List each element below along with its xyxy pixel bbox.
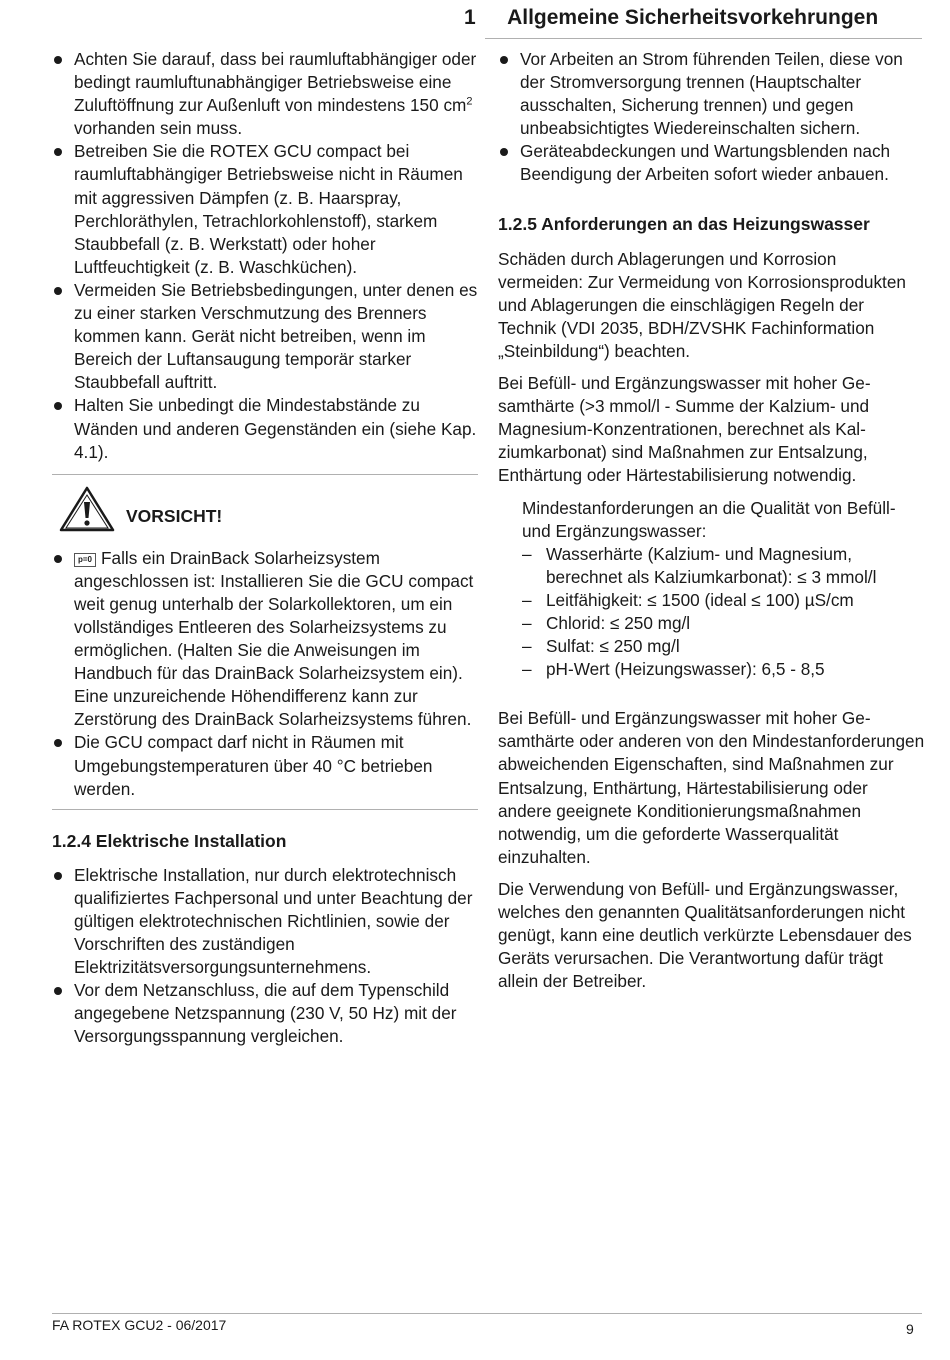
list-item: p=0 Falls ein DrainBack Solarheizsystem angeschlossen ist: Installieren Sie die GCU compact weit genug unterhalb der Solarkollektoren, um ein vollständiges Entleeren des Solarheizsystems zu ermöglichen. (Halten Sie die Anweisungen im Handbuch für das DrainBack Solarheizsystem ein). Eine unzureichende Höhendifferenz kann zur Zerstörung des DrainBack Solarheizsystems führen.	[52, 547, 478, 732]
footer-divider	[52, 1313, 922, 1314]
list-item: – Sulfat: ≤ 250 mg/l	[522, 636, 680, 657]
right-bullet-list	[498, 48, 926, 187]
list-item: Achten Sie darauf, dass bei raumluftabhängiger oder bedingt raumluftunabhängiger Betriebsweise eine Zuluftöffnung zur Außenluft von mindestens 150 $cm^2$ vorhanden sein muss.	[52, 48, 478, 140]
page-header	[450, 6, 922, 30]
section-divider	[52, 474, 478, 475]
list-item: Geräteabdeckungen und Wartungsblenden nach Beendigung der Arbeiten sofort wieder anbauen.	[498, 140, 926, 186]
paragraph: Schäden durch Ablagerungen und Korrosion vermeiden: Zur Vermeidung von Korrosionsprodukten und Ablagerungen die einschlägigen Regeln der Technik (VDI 2035, BDH/ZVSHK Fachinformation „Steinbildung“) beachten.	[498, 248, 906, 361]
list-item: Vor dem Netzanschluss, die auf dem Typenschild angegebene Netzspannung (230 V, 50 Hz) mit der Versorgungsspannung vergleichen.	[52, 979, 478, 1048]
bullet-icon	[54, 555, 62, 563]
requirements-list	[498, 543, 926, 682]
section-heading-1-2-5: 1.2.5 Anforderungen an das Heizungswasser	[498, 213, 870, 234]
chapter-number: 1	[464, 6, 476, 29]
bullet-icon	[500, 148, 508, 156]
list-item: Die GCU compact darf nicht in Räumen mit Umgebungstemperaturen über 40 °C betrieben werden.	[52, 731, 478, 800]
paragraph: Bei Befüll- und Ergänzungswasser mit hoher Gesamthärte oder anderen von den Mindestanforderungen abweichenden Eigenschaften, sind Maßnahmen zur Entsalzung, Enthärtung, Härtestabilisierung oder andere geeignete Konditionierungsmaßnahmen notwendig, um die geforderte Wasserqualität einzuhalten.	[498, 708, 925, 867]
requirements-intro: Mindestanforderungen an die Qualität von Befüll- und Ergänzungswasser:	[522, 497, 896, 541]
list-item: – Leitfähigkeit: ≤ 1500 (ideal ≤ 100) µS/cm	[522, 589, 854, 610]
bullet-icon	[54, 739, 62, 747]
list-item: Vermeiden Sie Betriebsbedingungen, unter denen es zu einer starken Verschmutzung des Brenners kommen kann. Gerät nicht betreiben, wenn im Bereich der Luftansaugung temporär starker Staubbefall auftritt.	[52, 279, 478, 394]
list-item: – Chlorid: ≤ 250 mg/l	[522, 612, 691, 633]
bullet-icon	[54, 56, 62, 64]
bullet-icon	[500, 56, 508, 64]
caution-label: VORSICHT!	[126, 505, 223, 526]
list-item: – pH-Wert (Heizungswasser): 6,5 - 8,5	[522, 659, 825, 680]
footer-document-id: FA ROTEX GCU2 - 06/2017	[52, 1317, 227, 1333]
electrical-bullet-list	[52, 864, 478, 1049]
bullet-icon	[54, 287, 62, 295]
list-item: Betreiben Sie die ROTEX GCU compact bei raumluftabhängiger Betriebsweise nicht in Räumen mit aggressiven Dämpfen (z. B. Haarspray, Perchloräthylen, Tetrachlorkohlenstoff), starkem Staubbefall (z. B. Werkstatt) oder hoher Luftfeuchtigkeit (z. B. Waschküchen).	[52, 140, 478, 279]
paragraph: Die Verwendung von Befüll- und Ergänzungswasser, welches den genannten Qualitätsanforderungen nicht genügt, kann eine deutlich verkürzte Lebensdauer des Geräts verursachen. Die Verantwortung dafür trägt allein der Betreiber.	[498, 878, 912, 992]
chapter-title: Allgemeine Sicherheitsvorkehrungen	[507, 6, 879, 29]
paragraph: Bei Befüll- und Ergänzungswasser mit hoher Gesamthärte (>3 mmol/l - Summe der Kalzium- und Magnesium-Konzentrationen, berechnet als Kalziumkarbonat) sind Maßnahmen zur Entsalzung, Enthärtung oder Härtestabilisierung notwendig.	[498, 373, 871, 486]
section-heading-1-2-4: 1.2.4 Elektrische Installation	[52, 830, 287, 851]
section-divider	[52, 809, 478, 810]
caution-bullet-list	[52, 547, 478, 801]
list-item: Elektrische Installation, nur durch elektrotechnisch qualifiziertes Fachpersonal und unter Beachtung der gültigen elektrotechnischen Richtlinien, sowie der Vorschriften des zuständigen Elektrizitätsversorgungsunternehmens.	[52, 864, 478, 979]
header-divider	[485, 38, 922, 39]
bullet-icon	[54, 987, 62, 995]
list-item: – Wasserhärte (Kalzium- und Magnesium, berechnet als Kalziumkarbonat): ≤ 3 mmol/l	[522, 543, 877, 587]
bullet-icon	[54, 872, 62, 880]
left-bullet-list	[52, 48, 478, 464]
right-column	[498, 48, 926, 993]
list-item: Vor Arbeiten an Strom führenden Teilen, diese von der Stromversorgung trennen (Hauptschalter ausschalten, Sicherung trennen) und gegen unbeabsichtigtes Wiedereinschalten sichern.	[498, 48, 926, 140]
left-column	[52, 48, 478, 1048]
caution-block	[52, 485, 478, 541]
bullet-icon	[54, 148, 62, 156]
bullet-icon	[54, 402, 62, 410]
warning-triangle-icon	[58, 485, 116, 533]
page-number: 9	[906, 1321, 914, 1337]
pressure-zero-icon: p=0	[74, 553, 96, 567]
list-item: Halten Sie unbedingt die Mindestabstände zu Wänden und anderen Gegenständen ein (siehe Kap. 4.1).	[52, 394, 478, 463]
